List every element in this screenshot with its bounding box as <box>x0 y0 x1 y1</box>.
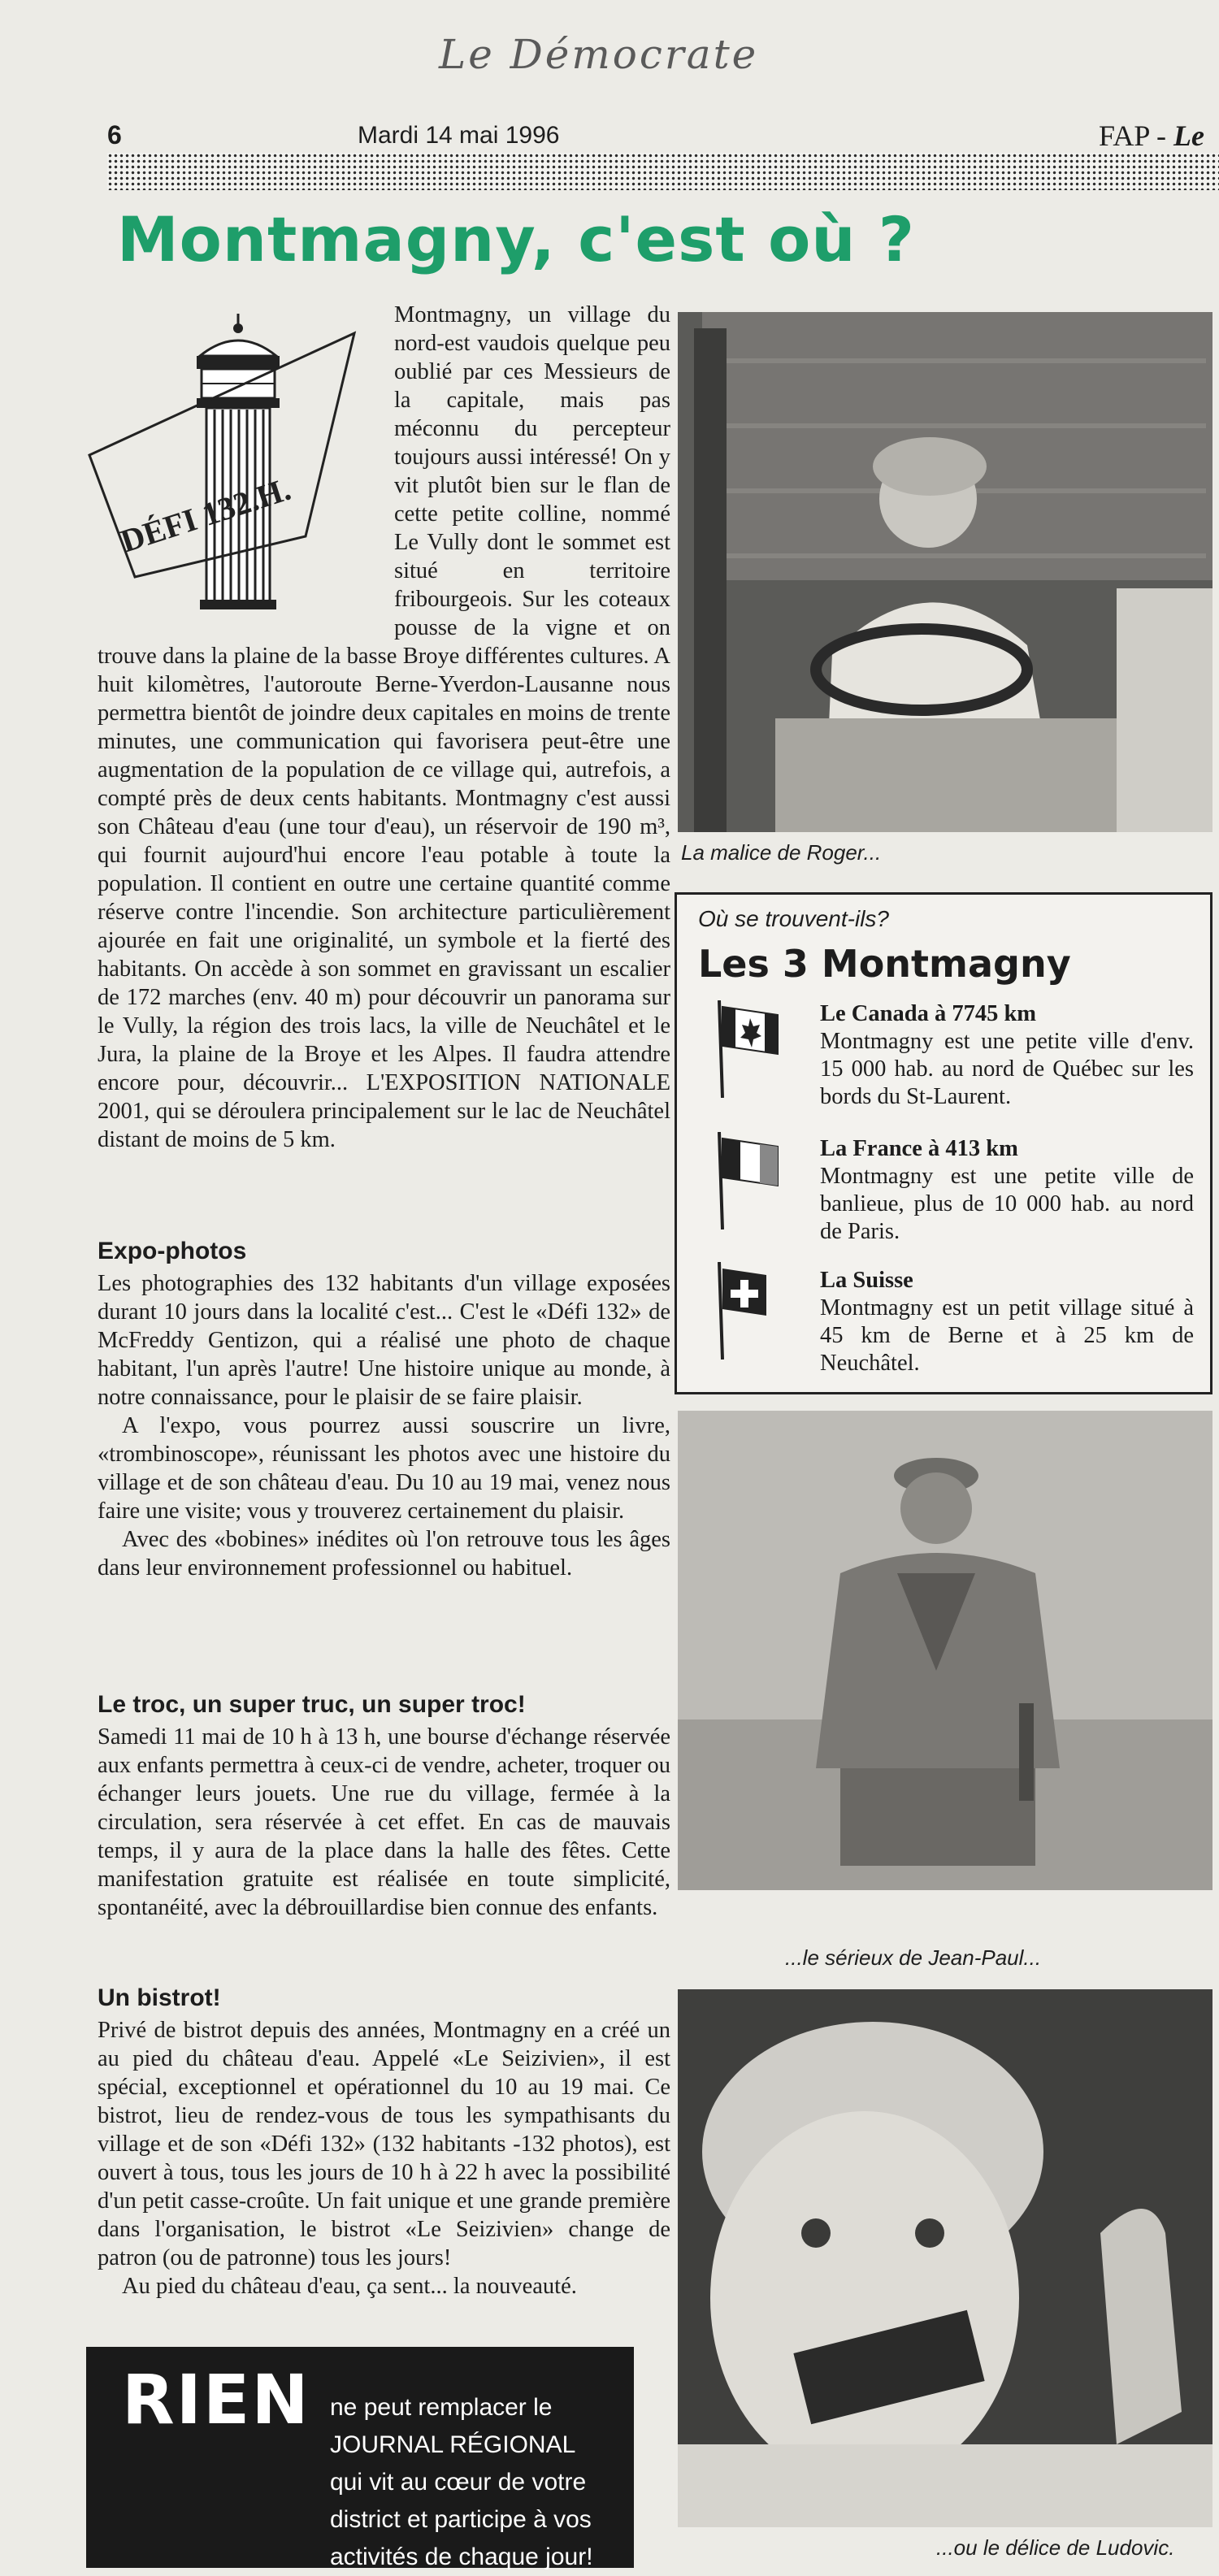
box-item-canada <box>820 1000 1194 1111</box>
logo-text: DÉFI 132.H. <box>115 470 295 560</box>
caption-ludovic: ...ou le délice de Ludovic. <box>936 2535 1175 2560</box>
box-item-france <box>820 1135 1194 1246</box>
box-item-heading: Le Canada à 7745 km <box>820 1001 1037 1026</box>
bistrot-paragraph-1: Privé de bistrot depuis des années, Montmagny en a créé un au pied du château d'eau. Appelé «Le Seizivien», il est spécial, exceptionnel et opérationnel du 10 au 19 mai. Ce bistrot, lieu de rendez-vous de tous les sympathisants du village et de son «Défi 132» (132 habitants -132 photos), est ouvert à tous, tous les jours de 10 h à 22 h avec la possibilité d'un petit casse-croûte. Un fait unique et une grande première dans l'organisation, le bistrot «Le Seizivien» change de patron (ou de patronne) tous les jours! <box>98 2018 670 2270</box>
france-flag-icon <box>716 1132 781 1229</box>
photo-jean-paul <box>678 1411 1212 1890</box>
canada-flag-icon <box>716 1000 781 1098</box>
section-prefix: FAP - <box>1099 119 1174 152</box>
section-header <box>1099 119 1204 153</box>
headline: Montmagny, c'est où ? <box>117 203 915 275</box>
section-expo-body <box>98 1269 670 1582</box>
montmagny-box <box>675 892 1212 1394</box>
box-kicker: Où se trouvent-ils? <box>698 906 889 931</box>
photo-ludovic <box>678 1989 1212 2527</box>
photo-jean-paul-image <box>678 1411 1212 1890</box>
section-title-expo: Expo-photos <box>98 1238 247 1264</box>
box-item-text: Montmagny est une petite ville d'env. 15 000 hab. au nord de Québec sur les bords du St-Laurent. <box>820 1029 1194 1109</box>
dotted-rule <box>107 153 1219 190</box>
section-cut-text: Le <box>1173 119 1204 152</box>
section-title-bistrot: Un bistrot! <box>98 1984 221 2011</box>
ad-title: RIEN <box>122 2360 310 2439</box>
ad-line: JOURNAL RÉGIONAL <box>330 2431 576 2458</box>
ad-text <box>330 2389 593 2576</box>
expo-paragraph-2: A l'expo, vous pourrez aussi souscrire un livre, «trombinoscope», réunissant les photos avec une histoire du village et de son château d'eau. Du 10 au 19 mai, venez nous faire une visite; vous y trouverez certainement du plaisir. <box>98 1413 670 1524</box>
expo-paragraph-1: Les photographies des 132 habitants d'un village exposées durant 10 jours dans la localité c'est... C'est le «Défi 132» de McFreddy Gentizon, qui a réalisé une photo de chaque habitant, l'un après l'autre! Une histoire unique au monde, à notre connaissance, pour le plaisir de se faire plaisir. <box>98 1271 670 1410</box>
intro-column <box>98 301 670 1154</box>
troc-paragraph: Samedi 11 mai de 10 h à 13 h, une bourse d'échange réservée aux enfants permettra à ceux-ci de vendre, acheter, troquer ou échanger leurs jouets. Une rue du village, fermée à la circulation, sera réservée à cet effet. En cas de mauvais temps, il y aura de la place dans la halle des fêtes. Cette manifestation gratuite est réalisée en toute simplicité, spontanéité, avec la débrouillardise bien connue des enfants. <box>98 1724 670 1920</box>
box-item-heading: La France à 413 km <box>820 1136 1018 1161</box>
issue-date: Mardi 14 mai 1996 <box>358 122 560 149</box>
swiss-flag-icon <box>716 1262 781 1360</box>
photo-ludovic-image <box>678 1989 1212 2527</box>
bistrot-paragraph-2: Au pied du château d'eau, ça sent... la nouveauté. <box>122 2274 577 2299</box>
box-item-text: Montmagny est une petite ville de banlieue, plus de 10 000 hab. au nord de Paris. <box>820 1164 1194 1244</box>
journal-ad <box>86 2347 634 2568</box>
box-title: Les 3 Montmagny <box>698 942 1071 986</box>
section-troc-body <box>98 1723 670 1922</box>
box-item-suisse <box>820 1267 1194 1377</box>
box-item-heading: La Suisse <box>820 1268 913 1293</box>
caption-jean-paul: ...le sérieux de Jean-Paul... <box>785 1945 1042 1970</box>
caption-roger: La malice de Roger... <box>681 840 882 865</box>
photo-roger <box>678 312 1212 832</box>
handwritten-newspaper-name: Le Démocrate <box>439 31 759 78</box>
box-item-text: Montmagny est un petit village situé à 45 km de Berne et à 25 km de Neuchâtel. <box>820 1295 1194 1376</box>
ad-line: ne peut remplacer le <box>330 2394 553 2421</box>
section-title-troc: Le troc, un super truc, un super troc! <box>98 1691 526 1718</box>
ad-line: qui vit au cœur de votre <box>330 2469 587 2496</box>
ad-line: district et participe à vos <box>330 2506 592 2533</box>
page-number: 6 <box>107 120 122 150</box>
intro-paragraph: Montmagny, un village du nord-est vaudois quelque peu oublié par ces Messieurs de la capitale, mais pas méconnu du percepteur toujours aussi intéressé! On y vit plutôt bien sur le flan de cette petite colline, nommé Le Vully dont le sommet est situé en territoire fribourgeois. Sur les coteaux pousse de la vigne et on trouve dans la plaine de la basse Broye différentes cultures. A huit kilomètres, l'autoroute Berne-Yverdon-Lausanne nous permettra bientôt de joindre deux capitales en moins de trente minutes, une communication qui favorisera peut-être une augmentation de la population de ce village qui, autrefois, a compté près de deux cents habitants. Montmagny c'est aussi son Château d'eau (une tour d'eau), un réservoir de 190 m³, qui fournit aujourd'hui encore l'eau potable à toute la population. Il contient en outre une certaine quantité comme réserve contre l'incendie. Son architecture particulièrement ajourée en fait une originalité, un symbole et la fierté des habitants. On accède à son sommet en gravissant un escalier de 172 marches (env. 40 m) pour découvrir un panorama sur le Vully, la région des trois lacs, la ville de Neuchâtel et le Jura, la plaine de la Broye et les Alpes. Il faudra attendre encore pour, découvrir... L'EXPOSITION NATIONALE 2001, qui se déroulera principalement sur le lac de Neuchâtel distant de moins de 5 km. <box>98 302 670 1152</box>
photo-roger-image <box>678 312 1212 832</box>
section-bistrot-body <box>98 2016 670 2301</box>
expo-paragraph-3: Avec des «bobines» inédites où l'on retrouve tous les âges dans leur environnement professionnel ou habituel. <box>98 1527 670 1581</box>
ad-line: activités de chaque jour! <box>330 2543 593 2570</box>
